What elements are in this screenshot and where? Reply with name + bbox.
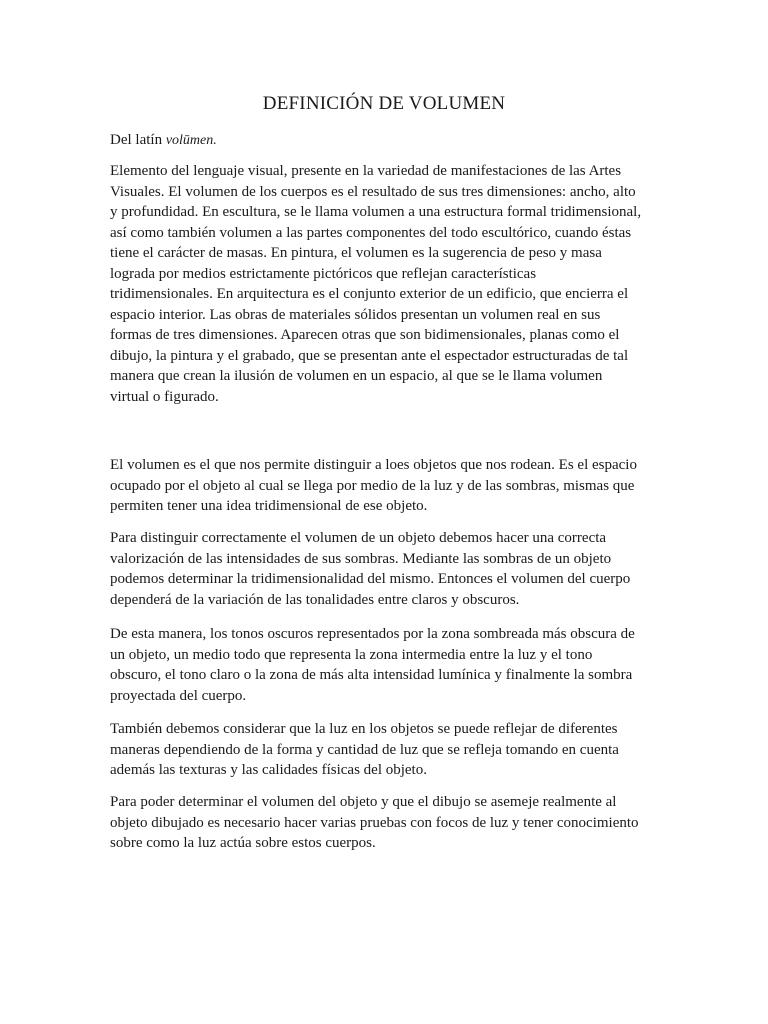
text-line: maneras dependiendo de la forma y cantidad de luz que se refleja tomando en cuenta [110, 741, 619, 758]
text-line: Para distinguir correctamente el volumen de un objeto debemos hacer una correcta [110, 530, 607, 546]
text-line: dependerá de la variación de las tonalidades entre claros y obscuros. [110, 591, 520, 608]
text-line: manera que crean la ilusión de volumen en un espacio, al que se le llama volumen [110, 368, 603, 384]
text-line: lograda por medios estrictamente pictóricos que reflejan características [110, 265, 537, 282]
text-line: También debemos considerar que la luz en los objetos se puede reflejar de diferentes [110, 721, 618, 737]
text-line: obscuro, el tono claro o la zona de más alta intensidad lumínica y finalmente la sombra [110, 667, 633, 683]
text-line: proyectada del cuerpo. [110, 687, 247, 704]
paragraph-light [110, 719, 670, 781]
text-line: Visuales. El volumen de los cuerpos es el resultado de sus tres dimensiones: ancho, alto [110, 183, 636, 200]
text-line: un objeto, un medio todo que representa la zona intermedia entre la luz y el tono [110, 646, 593, 663]
text-line: podemos determinar la tridimensionalidad del mismo. Entonces el volumen del cuerpo [110, 571, 631, 587]
text-line: Elemento del lenguaje visual, presente en la variedad de manifestaciones de las Artes [110, 163, 622, 179]
text-line: tridimensionales. En arquitectura es el conjunto exterior de un edificio, que encierra el [110, 286, 629, 302]
text-line: virtual o figurado. [110, 388, 219, 405]
latin-word: volūmen. [165, 133, 217, 148]
text-line: ocupado por el objeto al cual se llega por medio de la luz y de las sombras, mismas que [110, 477, 635, 494]
paragraph-distinguish [110, 455, 670, 517]
etymology-line [110, 130, 217, 151]
page-title: DEFINICIÓN DE VOLUMEN [262, 93, 506, 114]
text-line: tiene el carácter de masas. En pintura, el volumen es la sugerencia de peso y masa [110, 245, 602, 261]
text-line: formas de tres dimensiones. Aparecen otras que son bidimensionales, planas como el [110, 327, 620, 343]
paragraph-definition [110, 161, 670, 407]
text-line: además las texturas y las calidades físicas del objeto. [110, 762, 427, 778]
text-line: y profundidad. En escultura, se le llama volumen a una estructura formal tridimensional, [110, 204, 642, 220]
text-line: dibujo, la pintura y el grabado, que se presentan ante el espectador estructuradas de tal [110, 347, 629, 364]
paragraph-practice [110, 792, 670, 854]
text-line: objeto dibujado es necesario hacer varias pruebas con focos de luz y tener conocimiento [110, 814, 639, 831]
text-line: Para poder determinar el volumen del objeto y que el dibujo se asemeje realmente al [110, 794, 617, 810]
text-line: permiten tener una idea tridimensional de ese objeto. [110, 498, 428, 514]
paragraph-tones [110, 624, 670, 706]
text-line: sobre como la luz actúa sobre estos cuerpos. [110, 835, 376, 851]
text-line: valorización de las intensidades de sus sombras. Mediante las sombras de un objeto [110, 550, 612, 567]
text-line: así como también volumen a las partes componentes del todo escultórico, cuando éstas [110, 224, 632, 241]
paragraph-shadows [110, 528, 670, 610]
etymology-prefix: Del latín [110, 132, 166, 148]
text-line: El volumen es el que nos permite distinguir a loes objetos que nos rodean. Es el espacio [110, 457, 637, 473]
text-line: De esta manera, los tonos oscuros representados por la zona sombreada más obscura de [110, 626, 635, 642]
text-line: espacio interior. Las obras de materiales sólidos presentan un volumen real en sus [110, 306, 601, 323]
